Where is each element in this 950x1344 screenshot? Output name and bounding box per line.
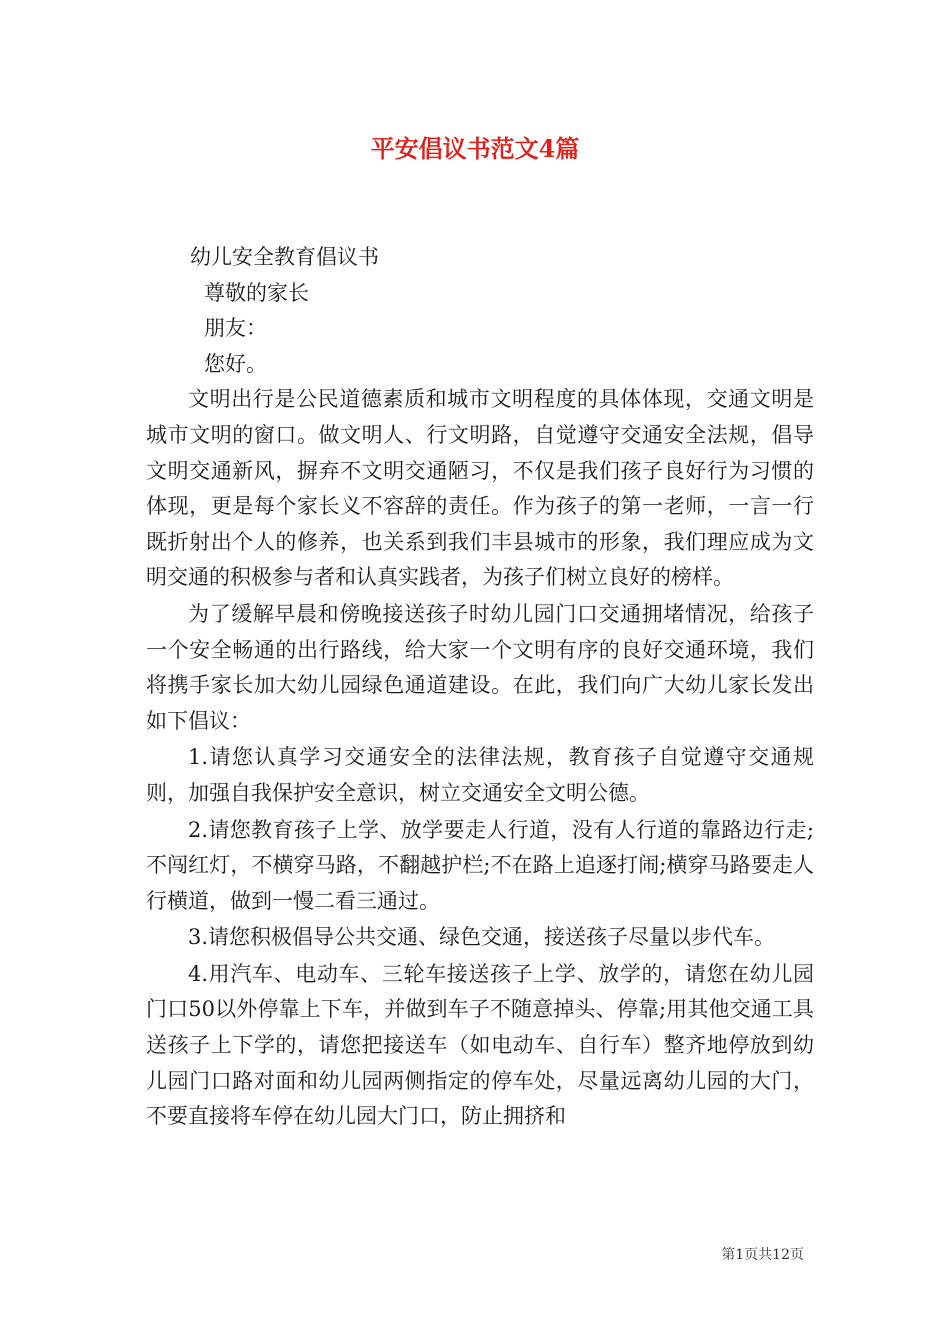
paragraph: 为了缓解早晨和傍晚接送孩子时幼儿园门口交通拥堵情况，给孩子一个安全畅通的出行路线，给大家一个文明有序的良好交通环境，我们将携手家长加大幼儿园绿色通道建设。在此，我们向广大幼儿家长发出如下倡议： bbox=[146, 601, 814, 733]
document-body bbox=[146, 240, 814, 1135]
document-title: 平安倡议书范文4篇 bbox=[370, 134, 580, 163]
paragraph: 文明出行是公民道德素质和城市文明程度的具体体现，交通文明是城市文明的窗口。做文明人、行文明路，自觉遵守交通安全法规，倡导文明交通新风，摒弃不文明交通陋习，不仅是我们孩子良好行为习惯的体现，更是每个家长义不容辞的责任。作为孩子的第一老师，一言一行既折射出个人的修养，也关系到我们丰县城市的形象，我们理应成为文明交通的积极参与者和认真实践者，为孩子们树立良好的榜样。 bbox=[146, 387, 814, 590]
page-number-footer: 第1页共12页 bbox=[721, 1247, 804, 1263]
paragraph-item-1: 1.请您认真学习交通安全的法律法规，教育孩子自觉遵守交通规则，加强自我保护安全意识，树立交通安全文明公德。 bbox=[146, 745, 814, 805]
paragraph-item-3: 3.请您积极倡导公共交通、绿色交通，接送孩子尽量以步代车。 bbox=[188, 925, 776, 950]
greeting: 您好。 bbox=[204, 351, 267, 376]
letter-heading: 幼儿安全教育倡议书 bbox=[190, 245, 379, 269]
salutation-line-2: 朋友： bbox=[204, 316, 267, 341]
paragraph-item-2: 2.请您教育孩子上学、放学要走人行道，没有人行道的靠路边行走;不闯红灯，不横穿马路，不翻越护栏;不在路上追逐打闹;横穿马路要走人行横道，做到一慢二看三通过。 bbox=[146, 817, 814, 913]
paragraph-item-4: 4.用汽车、电动车、三轮车接送孩子上学、放学的，请您在幼儿园门口50以外停靠上下车，并做到车子不随意掉头、停靠;用其他交通工具送孩子上下学的，请您把接送车（如电动车、自行车）整齐地停放到幼儿园门口路对面和幼儿园两侧指定的停车处，尽量远离幼儿园的大门，不要直接将车停在幼儿园大门口，防止拥挤和 bbox=[146, 961, 814, 1129]
salutation-line-1: 尊敬的家长 bbox=[204, 280, 309, 305]
